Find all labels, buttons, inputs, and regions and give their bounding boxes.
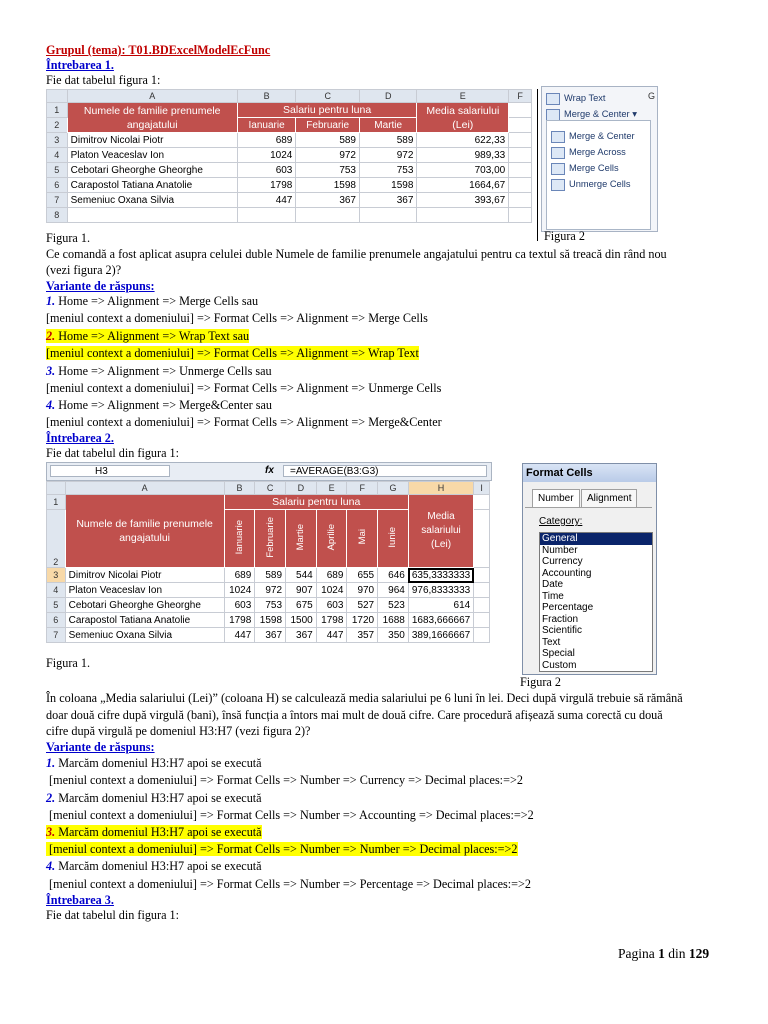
- q1-spreadsheet: A B C D E F 1 Numele de familie prenumele angajatului Salariu pentru luna Media salariului (Lei) 2 Ianuarie Februarie Martie 3 Dimitrov Nicolai Piotr 689 589 589 622,33 4 Platon Veaceslav Ion 1024 972 972 989,33 5 Cebotari Gheorghe Gheorghe 603 753 753 703,00 6 Carapostol Tatiana Anatolie 1798 1598 1598 1664,67 7 Semeniuc Oxana Silvia 447 367 367 393,67 8: [46, 89, 532, 223]
- row-header: 7: [47, 628, 66, 643]
- unmerge-cells-icon: [551, 179, 565, 191]
- q2-answer-1-detail: [meniul context a domeniului] => Format Cells => Number => Currency => Decimal places:=>2: [49, 773, 523, 787]
- row-header: 6: [47, 613, 66, 628]
- avg-cell[interactable]: 393,67: [417, 193, 509, 208]
- empty-cell[interactable]: [474, 583, 490, 598]
- format-cells-dialog: [522, 463, 657, 675]
- salary-cell[interactable]: 523: [378, 598, 409, 613]
- salary-cell[interactable]: 964: [378, 583, 409, 598]
- q1-figure-1-caption: Figura 1.: [46, 231, 91, 245]
- name-cell[interactable]: Platon Veaceslav Ion: [65, 583, 224, 598]
- salary-cell[interactable]: 589: [296, 133, 360, 148]
- salary-cell[interactable]: 1798: [316, 613, 347, 628]
- table-row: [47, 193, 532, 208]
- q1-answer-1: 1. Home => Alignment => Merge Cells sau: [46, 294, 259, 308]
- category-item[interactable]: Fraction: [542, 613, 579, 625]
- col-header: C: [296, 90, 360, 103]
- empty-cell[interactable]: [474, 568, 490, 583]
- name-cell[interactable]: Carapostol Tatiana Anatolie: [67, 178, 237, 193]
- table-row: [47, 583, 490, 598]
- month-cell: Martie: [286, 510, 317, 568]
- tab-number[interactable]: Number: [532, 489, 580, 508]
- tab-alignment[interactable]: Alignment: [581, 489, 637, 508]
- table-row: [47, 613, 490, 628]
- empty-cell[interactable]: [509, 148, 532, 163]
- salary-cell[interactable]: 1024: [237, 148, 296, 163]
- table-row: [47, 133, 532, 148]
- group-title: Grupul (tema): T01.BDExcelModelEcFunc: [46, 43, 271, 57]
- q1-question-line-2: (vezi figura 2)?: [46, 263, 122, 277]
- q2-spreadsheet: A B C D E F G H I 1 Numele de familie prenumele angajatului Salariu pentru luna Media salariului (Lei) 2 Ianuarie Februarie Martie Aprilie Mai Iunie 3 Dimitrov Nicolai Piotr 689 589 544 689 655 646 635,3333333 4 Platon Veaceslav Ion 1024 972 907 1024 970 964 976,8333333 5 Cebotari Gheorghe Gheorghe 603 753 675 603 527 523 614 6 Carapostol Tatiana Anatolie 1798 1598 1500 1798 1720 1688 1683,666667 7 Semeniuc Oxana Silvia 447 367 367 447 357 350 389,1666667: [46, 481, 490, 643]
- salary-cell[interactable]: 675: [286, 598, 317, 613]
- row-header: 3: [47, 568, 66, 583]
- wrap-text-button[interactable]: Wrap Text: [546, 91, 606, 105]
- category-item[interactable]: Percentage: [542, 602, 594, 613]
- merge-across-icon: [551, 147, 565, 159]
- page-footer: Pagina 1 din 129: [618, 946, 710, 961]
- salary-cell[interactable]: 753: [360, 163, 417, 178]
- category-item[interactable]: Time: [542, 590, 564, 602]
- salary-cell[interactable]: 603: [316, 598, 347, 613]
- merge-center-icon: [551, 131, 565, 143]
- salary-cell[interactable]: 357: [347, 628, 378, 643]
- q2-answer-2: 2. Marcăm domeniul H3:H7 apoi se execută: [46, 791, 262, 805]
- q1-figure-2-caption: Figura 2: [544, 229, 585, 243]
- salary-cell[interactable]: 447: [224, 628, 255, 643]
- table-row: [47, 178, 532, 193]
- empty-cell[interactable]: [509, 163, 532, 178]
- salary-cell[interactable]: 367: [255, 628, 286, 643]
- wrap-text-icon: [546, 93, 560, 105]
- salary-cell[interactable]: 367: [360, 193, 417, 208]
- avg-cell[interactable]: 389,1666667: [408, 628, 473, 643]
- salary-cell[interactable]: 970: [347, 583, 378, 598]
- merge-cells-item[interactable]: Merge Cells: [551, 161, 619, 175]
- row-header: 3: [47, 133, 68, 148]
- q1-answer-2-detail: [meniul context a domeniului] => Format Cells => Alignment => Wrap Text: [46, 346, 419, 360]
- month-cell: Martie: [360, 118, 417, 133]
- table-row: [47, 598, 490, 613]
- avg-cell[interactable]: 1683,666667: [408, 613, 473, 628]
- col-header: D: [286, 482, 317, 495]
- col-header: E: [417, 90, 509, 103]
- salary-cell[interactable]: 544: [286, 568, 317, 583]
- q1-answer-3-detail: [meniul context a domeniului] => Format Cells => Alignment => Unmerge Cells: [46, 381, 442, 395]
- salary-cell[interactable]: 753: [296, 163, 360, 178]
- salary-cell[interactable]: 1798: [224, 613, 255, 628]
- name-cell[interactable]: Dimitrov Nicolai Piotr: [67, 133, 237, 148]
- avg-cell[interactable]: 635,3333333: [408, 568, 473, 583]
- name-cell[interactable]: Semeniuc Oxana Silvia: [65, 628, 224, 643]
- row-header: 6: [47, 178, 68, 193]
- merge-submenu: [546, 120, 651, 230]
- col-header: E: [316, 482, 347, 495]
- avg-cell[interactable]: 622,33: [417, 133, 509, 148]
- month-cell: Aprilie: [316, 510, 347, 568]
- q1-answer-2-correct: 2. Home => Alignment => Wrap Text sau: [46, 329, 250, 343]
- salary-cell[interactable]: 972: [296, 148, 360, 163]
- merge-across-item[interactable]: Merge Across: [551, 145, 626, 159]
- empty-cell[interactable]: [509, 193, 532, 208]
- salary-cell[interactable]: 972: [255, 583, 286, 598]
- name-box[interactable]: H3: [50, 465, 170, 477]
- category-item[interactable]: Number: [542, 544, 578, 556]
- month-cell: Ianuarie: [237, 118, 296, 133]
- dialog-title: Format Cells: [523, 464, 656, 482]
- salary-cell[interactable]: 1598: [296, 178, 360, 193]
- row-header: 5: [47, 163, 68, 178]
- q2-question-line-2: doar două cifre după virgulă (bani), însă funcția a întors mai mult de două cifre. Care procedură afișează suma corectă cu două: [46, 708, 663, 722]
- row-header: 5: [47, 598, 66, 613]
- unmerge-cells-item[interactable]: Unmerge Cells: [551, 177, 630, 191]
- salary-cell[interactable]: 1024: [224, 583, 255, 598]
- row-header: 4: [47, 148, 68, 163]
- header-salary-cell: Salariu pentru luna: [237, 103, 417, 118]
- empty-cell[interactable]: [474, 598, 490, 613]
- category-list[interactable]: [539, 532, 653, 672]
- salary-cell[interactable]: 689: [316, 568, 347, 583]
- table-row: [47, 628, 490, 643]
- salary-cell[interactable]: 907: [286, 583, 317, 598]
- category-item[interactable]: Currency: [542, 556, 583, 567]
- category-item[interactable]: Accounting: [542, 567, 592, 579]
- header-salary-cell: Salariu pentru luna: [224, 495, 408, 510]
- question-1-intro: Fie dat tabelul figura 1:: [46, 73, 161, 87]
- avg-cell[interactable]: 989,33: [417, 148, 509, 163]
- col-header-selected: H: [408, 482, 473, 495]
- question-2-intro: Fie dat tabelul din figura 1:: [46, 446, 180, 460]
- salary-cell[interactable]: 1500: [286, 613, 317, 628]
- category-item[interactable]: Custom: [542, 659, 577, 671]
- salary-cell[interactable]: 753: [255, 598, 286, 613]
- month-cell: Februarie: [255, 510, 286, 568]
- q2-question-line-1: În coloana „Media salariului (Lei)” (coloana H) se calculează media salariului pe 6 luni în lei. Deci după virgulă trebuie să rămână: [46, 691, 683, 705]
- header-avg-cell: Media salariului (Lei): [408, 495, 473, 568]
- row-header: 4: [47, 583, 66, 598]
- salary-cell[interactable]: 603: [224, 598, 255, 613]
- month-cell: Mai: [347, 510, 378, 568]
- formula-bar: [46, 462, 492, 481]
- q2-answer-2-detail: [meniul context a domeniului] => Format Cells => Number => Accounting => Decimal places:=>2: [49, 808, 534, 822]
- avg-cell[interactable]: 614: [408, 598, 473, 613]
- name-cell[interactable]: Cebotari Gheorghe Gheorghe: [65, 598, 224, 613]
- category-item[interactable]: Special: [542, 648, 575, 659]
- col-header: I: [474, 482, 490, 495]
- question-2-title: Întrebarea 2.: [46, 431, 114, 445]
- table-row: [47, 568, 490, 583]
- month-cell: Februarie: [296, 118, 360, 133]
- q1-answer-1-detail: [meniul context a domeniului] => Format Cells => Alignment => Merge Cells: [46, 311, 428, 325]
- salary-cell[interactable]: 1598: [360, 178, 417, 193]
- merge-center-icon: [546, 109, 560, 121]
- merge-cells-icon: [551, 163, 565, 175]
- q1-question-line-1: Ce comandă a fost aplicat asupra celulei duble Numele de familie prenumele angajatului pentru ca textul să treacă din rând nou: [46, 247, 667, 261]
- col-header: F: [509, 90, 532, 103]
- empty-cell[interactable]: [509, 178, 532, 193]
- name-cell[interactable]: Semeniuc Oxana Silvia: [67, 193, 237, 208]
- q2-answer-1: 1. Marcăm domeniul H3:H7 apoi se execută: [46, 756, 262, 770]
- q2-answer-4-detail: [meniul context a domeniului] => Format Cells => Number => Percentage => Decimal places:=>2: [49, 877, 532, 891]
- name-cell[interactable]: Cebotari Gheorghe Gheorghe: [67, 163, 237, 178]
- merge-and-center-item[interactable]: Merge & Center: [551, 129, 635, 143]
- q2-answer-4: 4. Marcăm domeniul H3:H7 apoi se execută: [46, 859, 262, 873]
- question-1-title: Întrebarea 1.: [46, 58, 114, 72]
- salary-cell[interactable]: 1688: [378, 613, 409, 628]
- category-item[interactable]: Text: [542, 636, 561, 648]
- month-cell: Ianuarie: [224, 510, 255, 568]
- col-header: G: [378, 482, 409, 495]
- q2-figure-1-caption: Figura 1.: [46, 656, 91, 670]
- salary-cell[interactable]: 689: [224, 568, 255, 583]
- salary-cell[interactable]: 527: [347, 598, 378, 613]
- salary-cell[interactable]: 367: [286, 628, 317, 643]
- salary-cell[interactable]: 447: [316, 628, 347, 643]
- name-cell[interactable]: Platon Veaceslav Ion: [67, 148, 237, 163]
- question-3-intro: Fie dat tabelul din figura 1:: [46, 908, 180, 922]
- ribbon-edge-label: G: [648, 91, 656, 101]
- name-cell[interactable]: Dimitrov Nicolai Piotr: [65, 568, 224, 583]
- col-header: D: [360, 90, 417, 103]
- q1-variants-title: Variante de răspuns:: [46, 279, 155, 293]
- merge-center-dropdown[interactable]: Merge & Center ▾: [546, 107, 637, 121]
- salary-cell[interactable]: 367: [296, 193, 360, 208]
- table-row: [47, 148, 532, 163]
- q2-variants-title: Variante de răspuns:: [46, 740, 155, 754]
- q2-answer-3-correct: 3. Marcăm domeniul H3:H7 apoi se execută: [46, 825, 262, 839]
- col-header: B: [224, 482, 255, 495]
- q1-answer-4-detail: [meniul context a domeniului] => Format Cells => Alignment => Merge&Center: [46, 415, 442, 429]
- avg-cell[interactable]: 703,00: [417, 163, 509, 178]
- q2-question-line-3: cifre după virgulă pe domeniul H3:H7 (vezi figura 2)?: [46, 724, 311, 738]
- salary-cell[interactable]: 655: [347, 568, 378, 583]
- category-label: Category:: [539, 516, 583, 527]
- col-header: B: [237, 90, 296, 103]
- header-avg-cell: Media salariului (Lei): [417, 103, 509, 133]
- col-header: A: [67, 90, 237, 103]
- salary-cell[interactable]: 589: [255, 568, 286, 583]
- ribbon-alignment-menu: [541, 86, 658, 232]
- empty-cell[interactable]: [509, 133, 532, 148]
- q1-answer-4: 4. Home => Alignment => Merge&Center sau: [46, 398, 272, 412]
- empty-cell[interactable]: [474, 628, 490, 643]
- salary-cell[interactable]: 972: [360, 148, 417, 163]
- row-header: 7: [47, 193, 68, 208]
- header-name-cell: Numele de familie prenumele angajatului: [65, 495, 224, 568]
- table-row: [47, 163, 532, 178]
- salary-cell[interactable]: 350: [378, 628, 409, 643]
- q2-answer-3-detail: [meniul context a domeniului] => Format Cells => Number => Number => Decimal places:=>2: [46, 841, 518, 857]
- q1-answer-3: 3. Home => Alignment => Unmerge Cells sau: [46, 364, 272, 378]
- formula-input[interactable]: =AVERAGE(B3:G3): [283, 465, 487, 477]
- salary-cell[interactable]: 447: [237, 193, 296, 208]
- category-item[interactable]: General: [540, 533, 652, 545]
- salary-cell[interactable]: 589: [360, 133, 417, 148]
- salary-cell[interactable]: 1598: [255, 613, 286, 628]
- question-3-title: Întrebarea 3.: [46, 893, 114, 907]
- avg-cell[interactable]: 1664,67: [417, 178, 509, 193]
- col-header: F: [347, 482, 378, 495]
- salary-cell[interactable]: 1720: [347, 613, 378, 628]
- empty-cell[interactable]: [474, 613, 490, 628]
- col-header: A: [65, 482, 224, 495]
- header-name-cell: Numele de familie prenumele angajatului: [67, 103, 237, 133]
- month-cell: Iunie: [378, 510, 409, 568]
- salary-cell[interactable]: 646: [378, 568, 409, 583]
- fx-icon[interactable]: fx: [265, 465, 274, 476]
- col-header: C: [255, 482, 286, 495]
- avg-cell[interactable]: 976,8333333: [408, 583, 473, 598]
- salary-cell[interactable]: 603: [237, 163, 296, 178]
- q2-figure-2-caption: Figura 2: [520, 675, 561, 689]
- salary-cell[interactable]: 1024: [316, 583, 347, 598]
- category-item[interactable]: Date: [542, 579, 564, 590]
- name-cell[interactable]: Carapostol Tatiana Anatolie: [65, 613, 224, 628]
- salary-cell[interactable]: 689: [237, 133, 296, 148]
- salary-cell[interactable]: 1798: [237, 178, 296, 193]
- category-item[interactable]: Scientific: [542, 625, 583, 636]
